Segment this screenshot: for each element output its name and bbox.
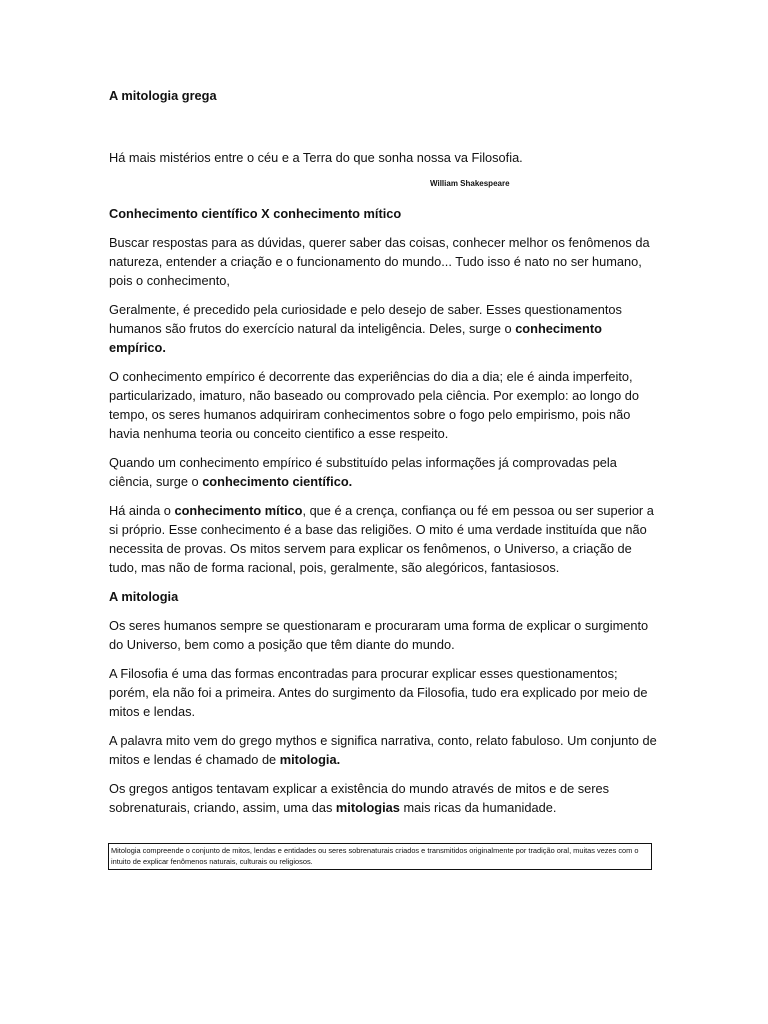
definition-box: Mitologia compreende o conjunto de mitos, lendas e entidades ou seres sobrenaturais criados e transmitidos originalmente por tradição oral, muitas vezes com o intuito de explicar fenômenos naturais, culturais ou religiosos. (108, 843, 652, 870)
paragraph-5-bold: conhecimento mítico (174, 503, 303, 518)
paragraph-1: Buscar respostas para as dúvidas, querer saber das coisas, conhecer melhor os fenômenos da natureza, entender a criação e o funcionamento do mundo... Tudo isso é nato no ser humano, pois o conhecimento, (109, 235, 650, 288)
paragraph-8-text: A palavra mito vem do grego mythos e significa narrativa, conto, relato fabuloso. Um conjunto de mitos e lendas é chamado de (109, 733, 657, 767)
paragraph-4-text: Quando um conhecimento empírico é substituído pelas informações já comprovadas pela ciência, surge o (109, 455, 617, 489)
paragraph-2 (109, 300, 657, 357)
paragraph-9-text-c: mais ricas da humanidade. (399, 800, 557, 815)
paragraph-6: Os seres humanos sempre se questionaram e procuraram uma forma de explicar o surgimento do Universo, bem como a posição que têm diante do mundo. (109, 618, 649, 652)
paragraph-7: A Filosofia é uma das formas encontradas para procurar explicar esses questionamentos; porém, ela não foi a primeira. Antes do surgimento da Filosofia, tudo era explicado por meio de mitos e lendas. (109, 666, 648, 719)
epigraph-author: William Shakespeare (430, 179, 510, 188)
paragraph-9 (109, 779, 657, 817)
document-title: A mitologia grega (109, 88, 217, 103)
paragraph-4 (109, 453, 657, 491)
paragraph-8 (109, 731, 657, 769)
paragraph-5-text-c: , que é a crença, confiança ou fé em pessoa ou ser superior a si próprio. Esse conhecimento é a base das religiões. O mito é uma verdade instituída que não necessita de provas. Os mitos servem para explicar os fenômenos, o Universo, a criação de tudo, mas não de forma racional, pois, geralmente, são alegóricos, fantasiosos. (109, 503, 654, 575)
paragraph-2-bold: conhecimento empírico. (109, 321, 602, 355)
paragraph-2-text: Geralmente, é precedido pela curiosidade e pelo desejo de saber. Esses questionamentos humanos são frutos do exercício natural da inteligência. Deles, surge o (109, 302, 622, 336)
section-heading-knowledge: Conhecimento científico X conhecimento mítico (109, 206, 402, 221)
paragraph-9-bold: mitologias (335, 800, 400, 815)
paragraph-8-bold: mitologia. (279, 752, 341, 767)
epigraph-quote: Há mais mistérios entre o céu e a Terra do que sonha nossa va Filosofia. (109, 150, 523, 165)
paragraph-5-text-a: Há ainda o (109, 503, 175, 518)
paragraph-9-text-a: Os gregos antigos tentavam explicar a existência do mundo através de mitos e de seres sobrenaturais, criando, assim, uma das (109, 781, 610, 815)
paragraph-5 (109, 501, 657, 577)
document-content (109, 86, 657, 815)
document-body (109, 204, 657, 827)
section-heading-mythology: A mitologia (109, 589, 179, 604)
paragraph-3: O conhecimento empírico é decorrente das experiências do dia a dia; ele é ainda imperfeito, particularizado, imaturo, não baseado ou comprovado pela ciência. Por exemplo: ao longo do tempo, os seres humanos adquiriram conhecimentos sobre o fogo pelo empirismo, pois não havia nenhuma teoria ou conceito cientifico a esse respeito. (109, 369, 639, 441)
paragraph-4-bold: conhecimento científico. (202, 474, 353, 489)
